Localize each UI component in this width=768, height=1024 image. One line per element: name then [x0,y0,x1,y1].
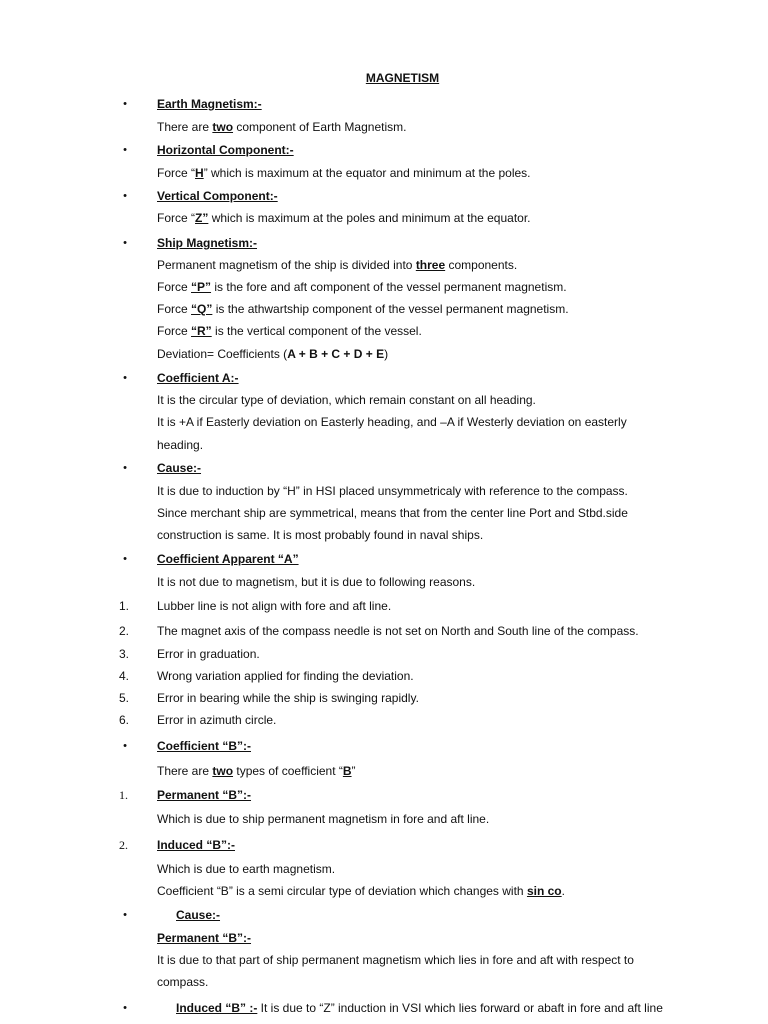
bullet-icon: • [123,1002,127,1014]
paragraph-cause: Since merchant ship are symmetrical, means that from the center line Port and Stbd.side [157,506,628,520]
bullet-icon: • [123,144,127,156]
paragraph-coefficient-apparent-a: It is not due to magnetism, but it is due to following reasons. [157,575,476,589]
list-item: Error in azimuth circle. [157,713,277,727]
paragraph-coefficient-a: heading. [157,438,204,452]
list-number: 3. [119,647,130,661]
bullet-icon: • [123,98,127,110]
paragraph-earth-magnetism: There are two component of Earth Magnetism. [157,120,407,134]
list-number: 1. [119,788,128,802]
paragraph-vertical-component: Force “Z” which is maximum at the poles and minimum at the equator. [157,211,531,225]
paragraph-cause-permanent-b: It is due to that part of ship permanent magnetism which lies in fore and aft with respect to [157,953,634,967]
paragraph-cause-permanent-b: compass. [157,975,209,989]
section-heading-ship-magnetism: Ship Magnetism:- [157,236,258,250]
paragraph-ship-magnetism: Permanent magnetism of the ship is divided into three components. [157,258,518,272]
section-heading-cause: Cause:- [157,461,202,475]
list-number: 4. [119,669,130,683]
list-number: 2. [119,624,130,638]
paragraph-deviation-formula: Deviation= Coefficients (A + B + C + D + E) [157,347,389,361]
section-heading-horizontal-component: Horizontal Component:- [157,143,294,157]
section-heading-coefficient-a: Coefficient A:- [157,371,239,385]
list-item: The magnet axis of the compass needle is not set on North and South line of the compass. [157,624,639,638]
bullet-icon: • [123,553,127,565]
paragraph-force-q: Force “Q” is the athwartship component of the vessel permanent magnetism. [157,302,569,316]
paragraph-force-p: Force “P” is the fore and aft component of the vessel permanent magnetism. [157,280,567,294]
section-heading-coefficient-b: Coefficient “B”:- [157,739,251,753]
subheading-permanent-b: Permanent “B”:- [157,931,252,945]
subheading-induced-b: Induced “B”:- [157,838,235,852]
list-number: 5. [119,691,130,705]
paragraph-induced-b-cause: Induced “B” :- It is due to “Z” induction in VSI which lies forward or abaft in fore and aft line [176,1001,663,1015]
bullet-icon: • [123,372,127,384]
paragraph-permanent-b: Which is due to ship permanent magnetism in fore and aft line. [157,812,490,826]
paragraph-coefficient-b: There are two types of coefficient “B” [157,764,356,778]
list-item: Error in graduation. [157,647,260,661]
paragraph-coefficient-a: It is the circular type of deviation, which remain constant on all heading. [157,393,536,407]
bullet-icon: • [123,462,127,474]
paragraph-coefficient-a: It is +A if Easterly deviation on Easterly heading, and –A if Westerly deviation on easterly [157,415,627,429]
list-number: 2. [119,838,128,852]
section-heading-earth-magnetism: Earth Magnetism:- [157,97,262,111]
subheading-permanent-b: Permanent “B”:- [157,788,252,802]
page-title: MAGNETISM [365,71,440,85]
paragraph-semicircular-deviation: Coefficient “B” is a semi circular type of deviation which changes with sin co. [157,884,565,898]
list-number: 1. [119,599,130,613]
bullet-icon: • [123,740,127,752]
section-heading-cause: Cause:- [176,908,221,922]
section-heading-coefficient-apparent-a: Coefficient Apparent “A” [157,552,299,566]
list-item: Wrong variation applied for finding the deviation. [157,669,414,683]
list-item: Error in bearing while the ship is swinging rapidly. [157,691,419,705]
bullet-icon: • [123,237,127,249]
list-number: 6. [119,713,130,727]
paragraph-force-r: Force “R” is the vertical component of the vessel. [157,324,422,338]
section-heading-vertical-component: Vertical Component:- [157,189,278,203]
paragraph-horizontal-component: Force “H” which is maximum at the equator and minimum at the poles. [157,166,531,180]
bullet-icon: • [123,190,127,202]
paragraph-induced-b: Which is due to earth magnetism. [157,862,336,876]
list-item: Lubber line is not align with fore and aft line. [157,599,392,613]
paragraph-cause: construction is same. It is most probably found in naval ships. [157,528,484,542]
paragraph-cause: It is due to induction by “H” in HSI placed unsymmetricaly with reference to the compass. [157,484,628,498]
bullet-icon: • [123,909,127,921]
